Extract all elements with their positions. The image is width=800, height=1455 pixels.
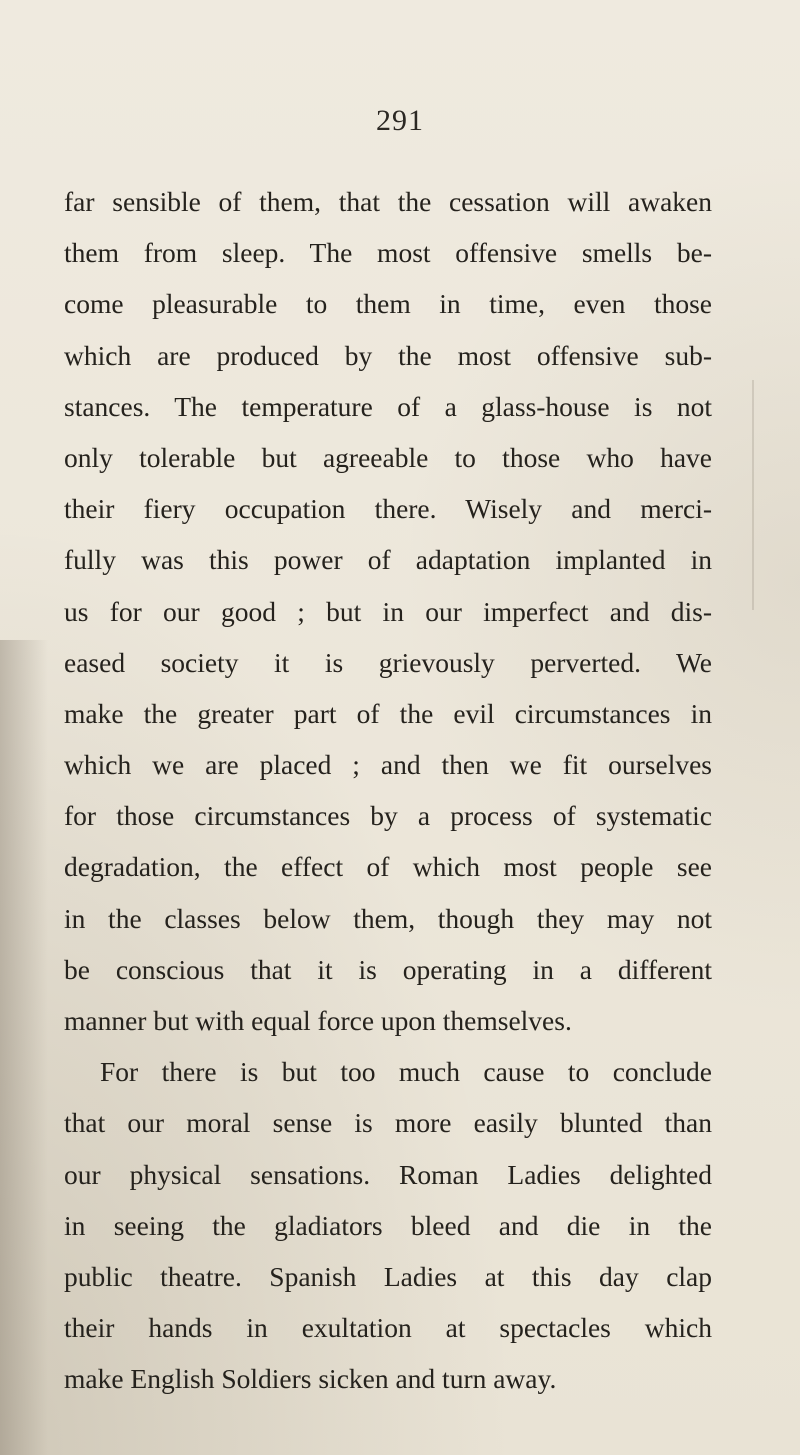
text-line: make the greater part of the evil circumstances in xyxy=(64,697,712,729)
text-line: their fiery occupation there. Wisely and merci- xyxy=(64,493,712,525)
text-line: far sensible of them, that the cessation will awaken xyxy=(64,186,712,217)
text-line: them from sleep. The most offensive smells be- xyxy=(64,237,712,269)
text-line: in seeing the gladiators bleed and die in the xyxy=(64,1209,712,1241)
text-line: public theatre. Spanish Ladies at this day clap xyxy=(64,1260,712,1292)
text-line: that our moral sense is more easily blunted than xyxy=(64,1107,712,1139)
text-line: manner but with equal force upon themselves. xyxy=(64,1005,572,1036)
text-line: which we are placed ; and then we fit ourselves xyxy=(64,749,712,781)
body-text xyxy=(64,182,712,1411)
text-line: which are produced by the most offensive sub- xyxy=(64,339,712,371)
show-through-mark xyxy=(752,380,764,610)
text-line: their hands in exultation at spectacles which xyxy=(64,1312,712,1344)
text-line: fully was this power of adaptation implanted in xyxy=(64,544,712,576)
text-line: eased society it is grievously perverted. We xyxy=(64,646,712,678)
text-line: in the classes below them, though they may not xyxy=(64,902,712,934)
text-line: only tolerable but agreeable to those who have xyxy=(64,441,712,473)
text-line: us for our good ; but in our imperfect and dis- xyxy=(64,595,712,627)
text-line: make English Soldiers sicken and turn away. xyxy=(64,1363,557,1395)
text-line: degradation, the effect of which most people see xyxy=(64,851,712,883)
page-shadow xyxy=(0,640,48,1455)
text-line: for those circumstances by a process of systematic xyxy=(64,800,712,832)
text-line: come pleasurable to them in time, even those xyxy=(64,288,712,320)
text-line: For there is but too much cause to conclude xyxy=(100,1056,712,1088)
text-line: stances. The temperature of a glass-house is not xyxy=(64,390,712,422)
page-number: 291 xyxy=(376,104,424,137)
text-line: be conscious that it is operating in a different xyxy=(64,953,712,985)
text-line: our physical sensations. Roman Ladies delighted xyxy=(64,1158,712,1190)
